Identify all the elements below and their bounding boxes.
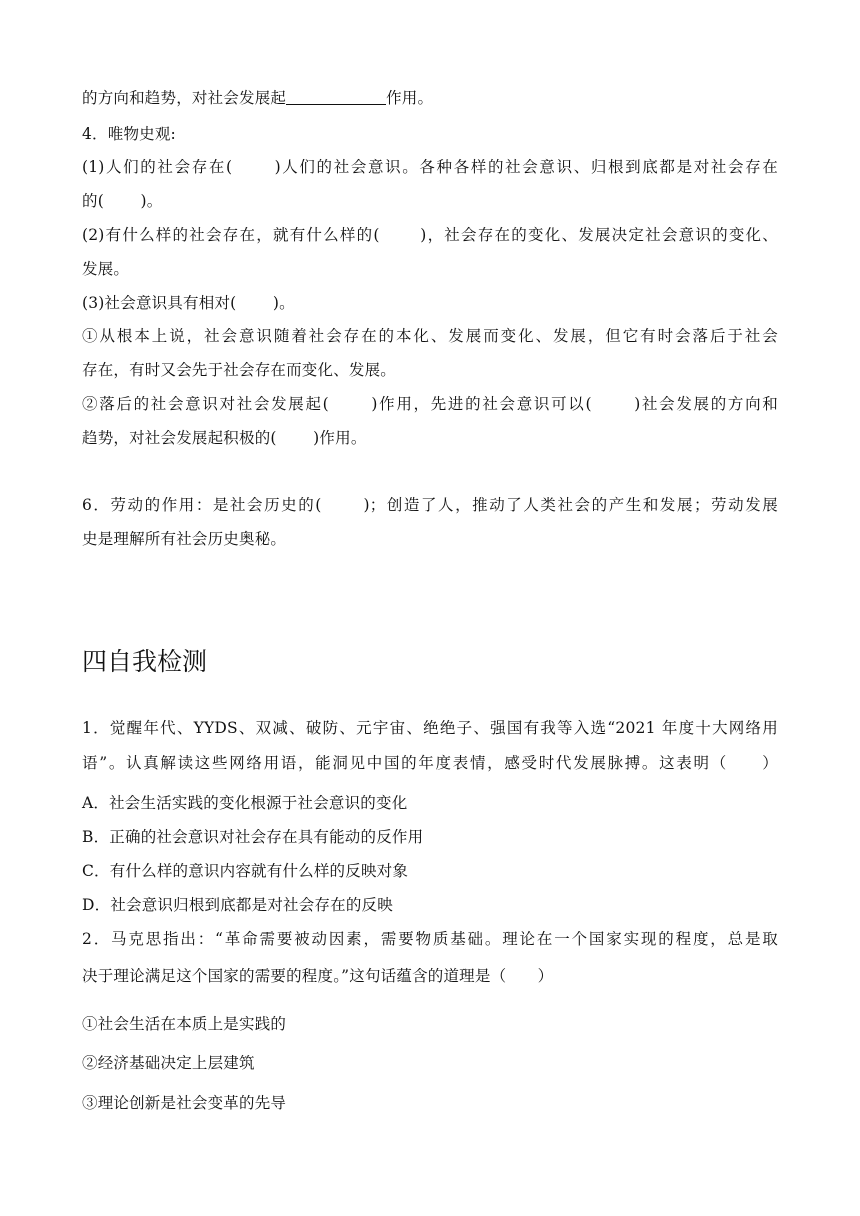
item-6-line-2: 史是理解所有社会历史奥秘。 (82, 530, 287, 548)
question-2-statement-3: ③理论创新是社会变革的先导 (82, 1094, 287, 1112)
question-2-line-2: 决于理论满足这个国家的需要的程度。”这句话蕴含的道理是（ ） (82, 967, 554, 985)
section-heading: 四自我检测 (82, 647, 208, 676)
text-fragment: 作用。 (386, 89, 434, 107)
text-fragment: 的方向和趋势，对社会发展起 (82, 89, 287, 107)
item-4-point-1-line-2: 的( )。 (82, 192, 163, 210)
item-4-title: 4．唯物史观: (82, 125, 176, 143)
question-1-line-2: 语”。认真解读这些网络用语，能洞见中国的年度表情，感受时代发展脉搏。这表明（ ） (82, 754, 778, 772)
question-1-option-d: D．社会意识归根到底都是对社会存在的反映 (82, 896, 393, 914)
question-1-option-c: C．有什么样的意识内容就有什么样的反映对象 (82, 862, 409, 880)
circle-point-2-line-1: ②落后的社会意识对社会发展起( )作用，先进的社会意识可以( )社会发展的方向和 (82, 395, 778, 413)
circle-point-1-line-2: 存在，有时又会先于社会存在而变化、发展。 (82, 361, 397, 379)
item-6-line-1: 6．劳动的作用：是社会历史的( )；创造了人，推动了人类社会的产生和发展；劳动发展 (82, 496, 778, 514)
question-2-statement-2: ②经济基础决定上层建筑 (82, 1054, 255, 1072)
item-4-point-1-line-1: (1)人们的社会存在( )人们的社会意识。各种各样的社会意识、归根到底都是对社会存在 (82, 158, 778, 176)
fill-blank (286, 88, 386, 105)
question-2-line-1: 2．马克思指出：“革命需要被动因素，需要物质基础。理论在一个国家实现的程度，总是取 (82, 930, 778, 948)
circle-point-2-line-2: 趋势，对社会发展起积极的( )作用。 (82, 429, 367, 447)
question-1-option-b: B．正确的社会意识对社会存在具有能动的反作用 (82, 828, 424, 846)
item-4-point-2-line-1: (2)有什么样的社会存在，就有什么样的( )，社会存在的变化、发展决定社会意识的变化、 (82, 226, 778, 244)
item-4-point-3: (3)社会意识具有相对( )。 (82, 294, 295, 312)
question-2-statement-1: ①社会生活在本质上是实践的 (82, 1015, 287, 1033)
text-line (82, 88, 433, 108)
item-4-point-2-line-2: 发展。 (82, 260, 130, 278)
circle-point-1-line-1: ①从根本上说，社会意识随着社会存在的本化、发展而变化、发展，但它有时会落后于社会 (82, 327, 778, 345)
question-1-option-a: A．社会生活实践的变化根源于社会意识的变化 (82, 794, 408, 812)
question-1-line-1: 1．觉醒年代、YYDS、双减、破防、元宇宙、绝绝子、强国有我等入选“2021 年度十大网络用 (82, 719, 778, 737)
